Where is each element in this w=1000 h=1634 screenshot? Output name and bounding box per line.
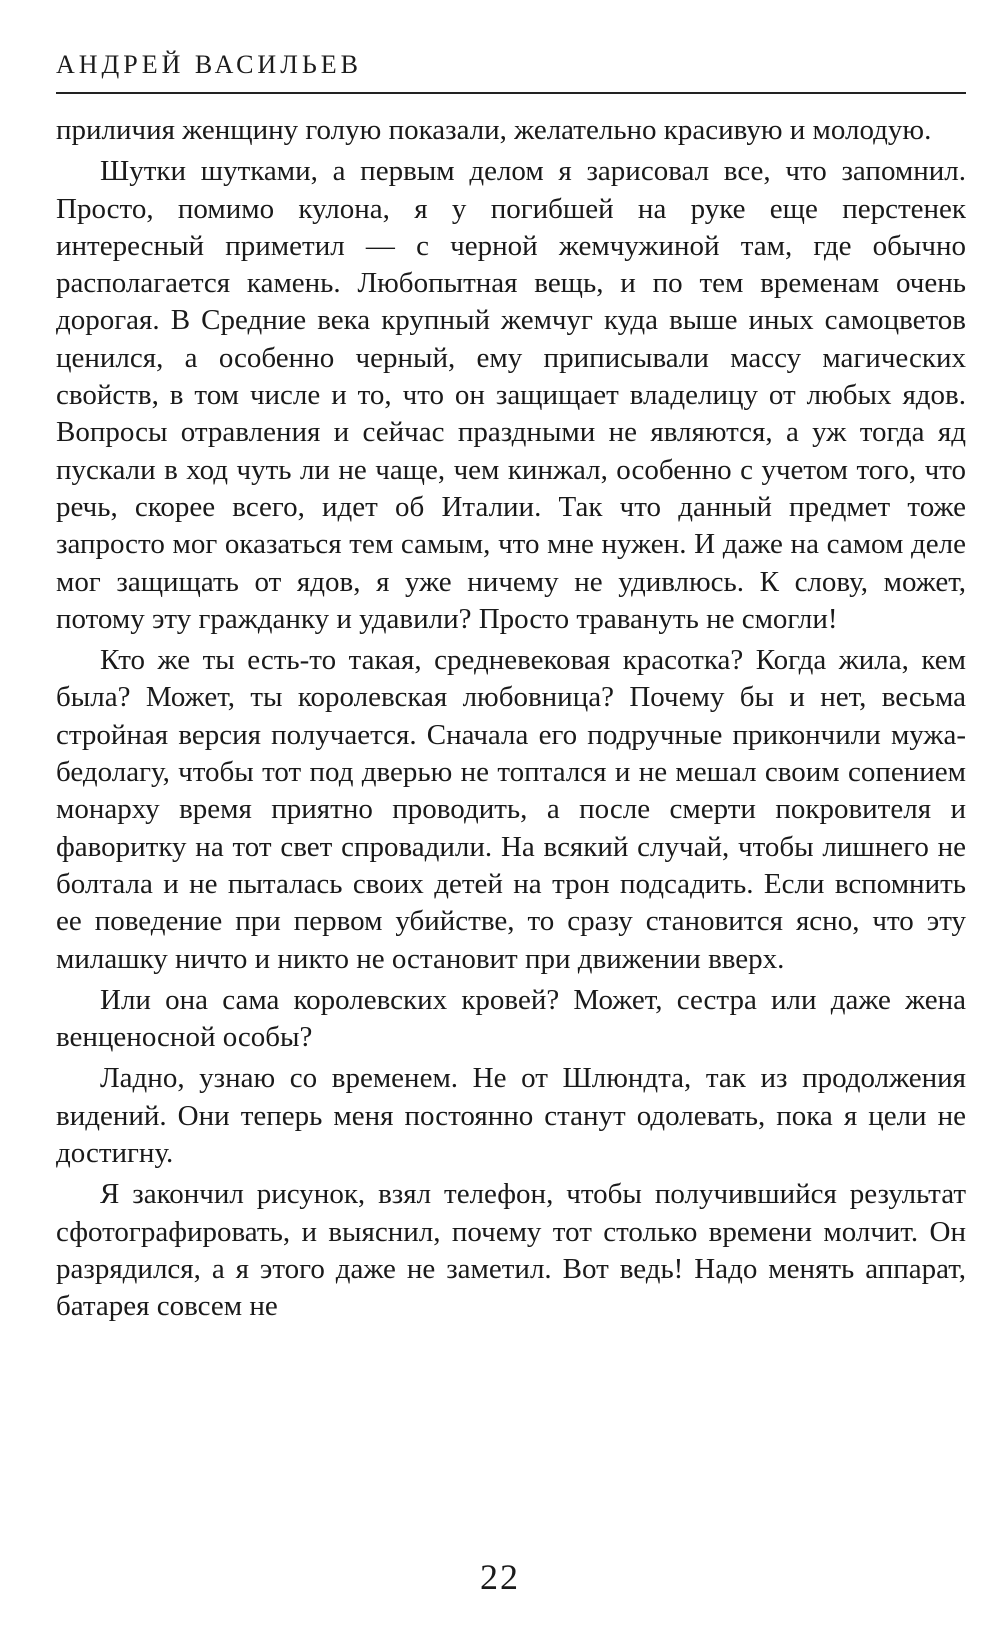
paragraph: Кто же ты есть-то такая, средневековая красотка? Когда жила, кем была? Может, ты королевская любовница? Почему бы и нет, весьма стройная версия получается. Сначала его подручные прикончили мужа-бедолагу, чтобы тот под дверью не топтался и не мешал своим сопением монарху время приятно проводить, а после смерти покровителя и фаворитку на тот свет спровадили. На всякий случай, чтобы лишнего не болтала и не пыталась своих детей на трон подсадить. Если вспомнить ее поведение при первом убийстве, то сразу становится ясно, что эту милашку ничто и никто не остановит при движении вверх. [56, 644, 966, 975]
paragraph: Шутки шутками, а первым делом я зарисовал все, что запомнил. Просто, помимо кулона, я у погибшей на руке еще перстенек интересный приметил — с черной жемчужиной там, где обычно располагается камень. Любопытная вещь, и по тем временам очень дорогая. В Средние века крупный жемчуг куда выше иных самоцветов ценился, а особенно черный, ему приписывали массу магических свойств, в том числе и то, что он защищает владелицу от любых ядов. Вопросы отравления и сейчас праздными не являются, а уж тогда яд пускали в ход чуть ли не чаще, чем кинжал, особенно с учетом того, что речь, скорее всего, идет об Италии. Так что данный предмет тоже запросто мог оказаться тем самым, что мне нужен. И даже на самом деле мог защищать от ядов, я уже ничему не удивлюсь. К слову, может, потому эту гражданку и удавили? Просто травануть не смогли! [56, 155, 966, 635]
body-text [56, 112, 966, 1326]
paragraph: Я закончил рисунок, взял телефон, чтобы получившийся результат сфотографировать, и выяснил, почему тот столько времени молчит. Он разрядился, а я этого даже не заметил. Вот ведь! Надо менять аппарат, батарея совсем не [56, 1178, 966, 1323]
paragraph-continuation: приличия женщину голую показали, желательно красивую и молодую. [56, 114, 932, 146]
paragraph: Или она сама королевских кровей? Может, сестра или даже жена венценосной особы? [56, 983, 966, 1054]
running-head-author: АНДРЕЙ ВАСИЛЬЕВ [56, 50, 362, 79]
page-number: 22 [480, 1557, 520, 1597]
header-rule [56, 92, 966, 94]
paragraph: Ладно, узнаю со временем. Не от Шлюндта, так из продолжения видений. Они теперь меня постоянно станут одолевать, пока я цели не достигну. [56, 1062, 966, 1170]
